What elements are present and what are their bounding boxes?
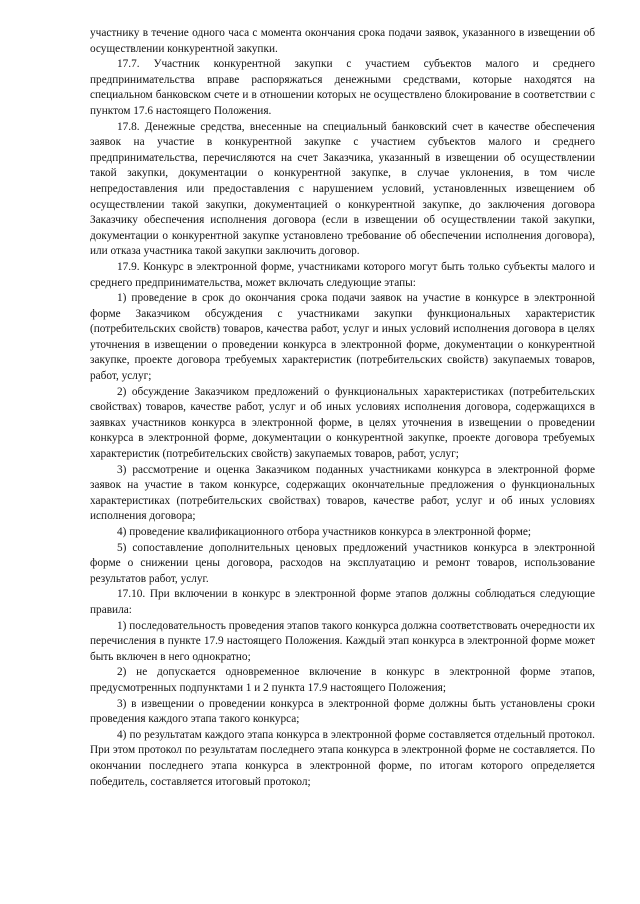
list-item-17-10-4: 4) по результатам каждого этапа конкурса в электронной форме составляется отдельный протокол. При этом протокол по результатам последнего этапа конкурса в электронной форме не составляется. По окончании последнего этапа конкурса в электронной форме, по итогам которого определяется победитель, составляется итоговый протокол;	[90, 728, 595, 788]
list-item-17-9-4: 4) проведение квалификационного отбора участников конкурса в электронной форме;	[117, 526, 532, 538]
list-item-17-10-2: 2) не допускается одновременное включение в конкурс в электронной форме этапов, предусмотренных подпунктами 1 и 2 пункта 17.9 настоящего Положения;	[90, 666, 595, 694]
list-item-17-9-1: 1) проведение в срок до окончания срока подачи заявок на участие в конкурсе в электронной форме Заказчиком обсуждения с участниками закупки функциональных характеристик (потребительских свойств) товаров, качества работ, услуг и иных условий исполнения договора в целях уточнения в извещении о проведении конкурса в электронной форме, документации о конкурентной закупке, проекте договора требуемых характеристик (потребительских свойств) закупаемых товаров, работ, услуг;	[90, 292, 595, 383]
list-item-17-9-2: 2) обсуждение Заказчиком предложений о функциональных характеристиках (потребительских свойствах) товаров, качестве работ, услуг и об иных условиях исполнения договора, содержащихся в заявках участников конкурса в электронной форме, в целях уточнения в извещении о проведении конкурса в электронной форме, документации о конкурентной закупке, проекте договора требуемых характеристик (потребительских свойств) закупаемых товаров, работ, услуг;	[90, 385, 595, 461]
list-item-17-10-1: 1) последовательность проведения этапов такого конкурса должна соответствовать очередности их перечисления в пункте 17.9 настоящего Положения. Каждый этап конкурса в электронной форме может быть включен в него однократно;	[90, 619, 595, 663]
paragraph-17-9: 17.9. Конкурс в электронной форме, участниками которого могут быть только субъекты малого и среднего предпринимательства, может включать следующие этапы:	[90, 260, 595, 289]
paragraph-17-8: 17.8. Денежные средства, внесенные на специальный банковский счет в качестве обеспечения заявок на участие в конкурентной закупке с участием субъектов малого и среднего предпринимательства, перечисляются на счет Заказчика, указанный в извещении об осуществлении такой закупки, документации о конкурентной закупке, в случае уклонения, в том числе непредоставления или предоставления с нарушением условий, установленных извещением об осуществлении такой закупки, документацией о конкурентной закупке, до заключения договора Заказчику обеспечения исполнения договора (если в извещении об осуществлении такой закупки, документации о конкурентной закупке установлено требование об обеспечении исполнения договора), или отказа участника такой закупки заключить договор.	[90, 120, 595, 258]
paragraph-continuation: участнику в течение одного часа с момента окончания срока подачи заявок, указанного в извещении об осуществлении конкурентной закупки.	[90, 27, 595, 55]
document-page	[90, 26, 595, 790]
list-item-17-9-3: 3) рассмотрение и оценка Заказчиком поданных участниками конкурса в электронной форме заявок на участие в таком конкурсе, содержащих окончательные предложения о функциональных характеристиках (потребительских свойствах) товаров, качестве работ, услуг и об иных условиях исполнения договора;	[90, 463, 595, 523]
list-item-17-9-5: 5) сопоставление дополнительных ценовых предложений участников конкурса в электронной форме о снижении цены договора, расходов на эксплуатацию и ремонт товаров, использование результатов работ, услуг.	[90, 541, 595, 585]
list-item-17-10-3: 3) в извещении о проведении конкурса в электронной форме должны быть установлены сроки проведения каждого этапа такого конкурса;	[90, 697, 595, 726]
paragraph-17-10: 17.10. При включении в конкурс в электронной форме этапов должны соблюдаться следующие правила:	[90, 588, 595, 616]
paragraph-17-7: 17.7. Участник конкурентной закупки с участием субъектов малого и среднего предпринимательства вправе распоряжаться денежными средствами, которые находятся на специальном банковском счете и в отношении которых не осуществлено блокирование в соответствии с пунктом 17.6 настоящего Положения.	[90, 58, 595, 117]
